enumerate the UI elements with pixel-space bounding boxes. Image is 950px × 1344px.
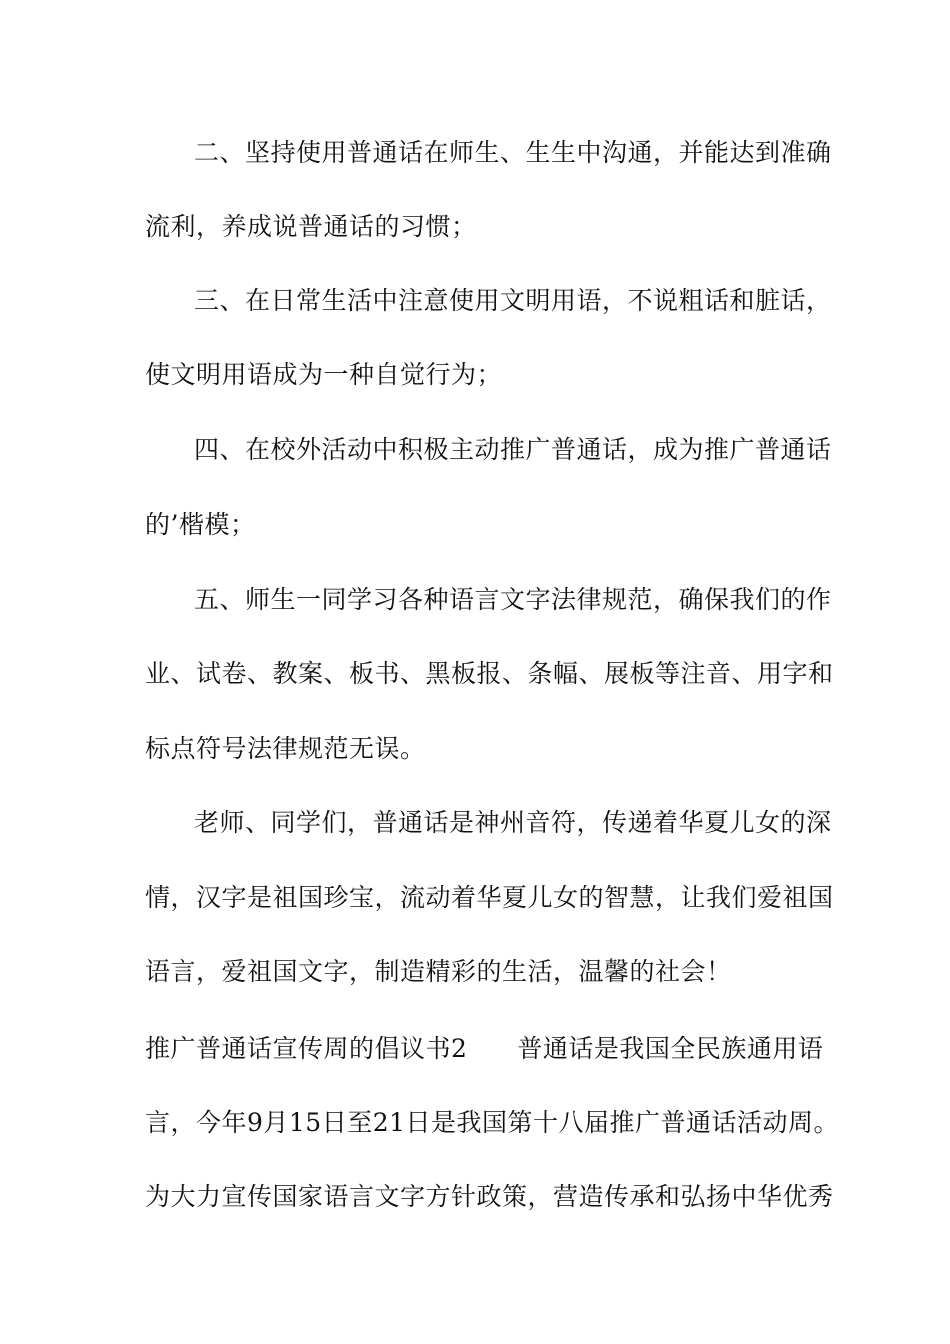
paragraph-line: 情，汉字是祖国珍宝，流动着华夏儿女的智慧，让我们爱祖国 bbox=[145, 883, 834, 912]
paragraph-line: 四、在校外活动中积极主动推广普通话，成为推广普通话 bbox=[194, 435, 832, 464]
paragraph-line: 使文明用语成为一种自觉行为； bbox=[145, 360, 503, 389]
paragraph-line: 言，今年9月15日至21日是我国第十八届推广普通话活动周。 bbox=[145, 1108, 840, 1137]
paragraph-line: 五、师生一同学习各种语言文字法律规范，确保我们的作 bbox=[194, 585, 832, 614]
paragraph-line: 业、试卷、教案、板书、黑板报、条幅、展板等注音、用字和 bbox=[145, 659, 834, 688]
heading-line bbox=[145, 1034, 835, 1064]
paragraph-line: 标点符号法律规范无误。 bbox=[145, 734, 426, 763]
paragraph-line: 为大力宣传国家语言文字方针政策，营造传承和弘扬中华优秀 bbox=[145, 1182, 834, 1211]
paragraph-line: 二、坚持使用普通话在师生、生生中沟通，并能达到准确 bbox=[194, 138, 832, 167]
section-heading: 推广普通话宣传周的倡议书2 bbox=[145, 1034, 468, 1063]
paragraph-start: 普通话是我国全民族通用语 bbox=[517, 1034, 824, 1063]
paragraph-line: 三、在日常生活中注意使用文明用语，不说粗话和脏话， bbox=[194, 286, 832, 315]
paragraph-line: 的’楷模； bbox=[145, 510, 256, 539]
paragraph-line: 流利，养成说普通话的习惯； bbox=[145, 212, 477, 241]
paragraph-line: 语言，爱祖国文字，制造精彩的生活，温馨的社会！ bbox=[145, 957, 732, 986]
paragraph-line: 老师、同学们，普通话是神州音符，传递着华夏儿女的深 bbox=[194, 808, 832, 837]
